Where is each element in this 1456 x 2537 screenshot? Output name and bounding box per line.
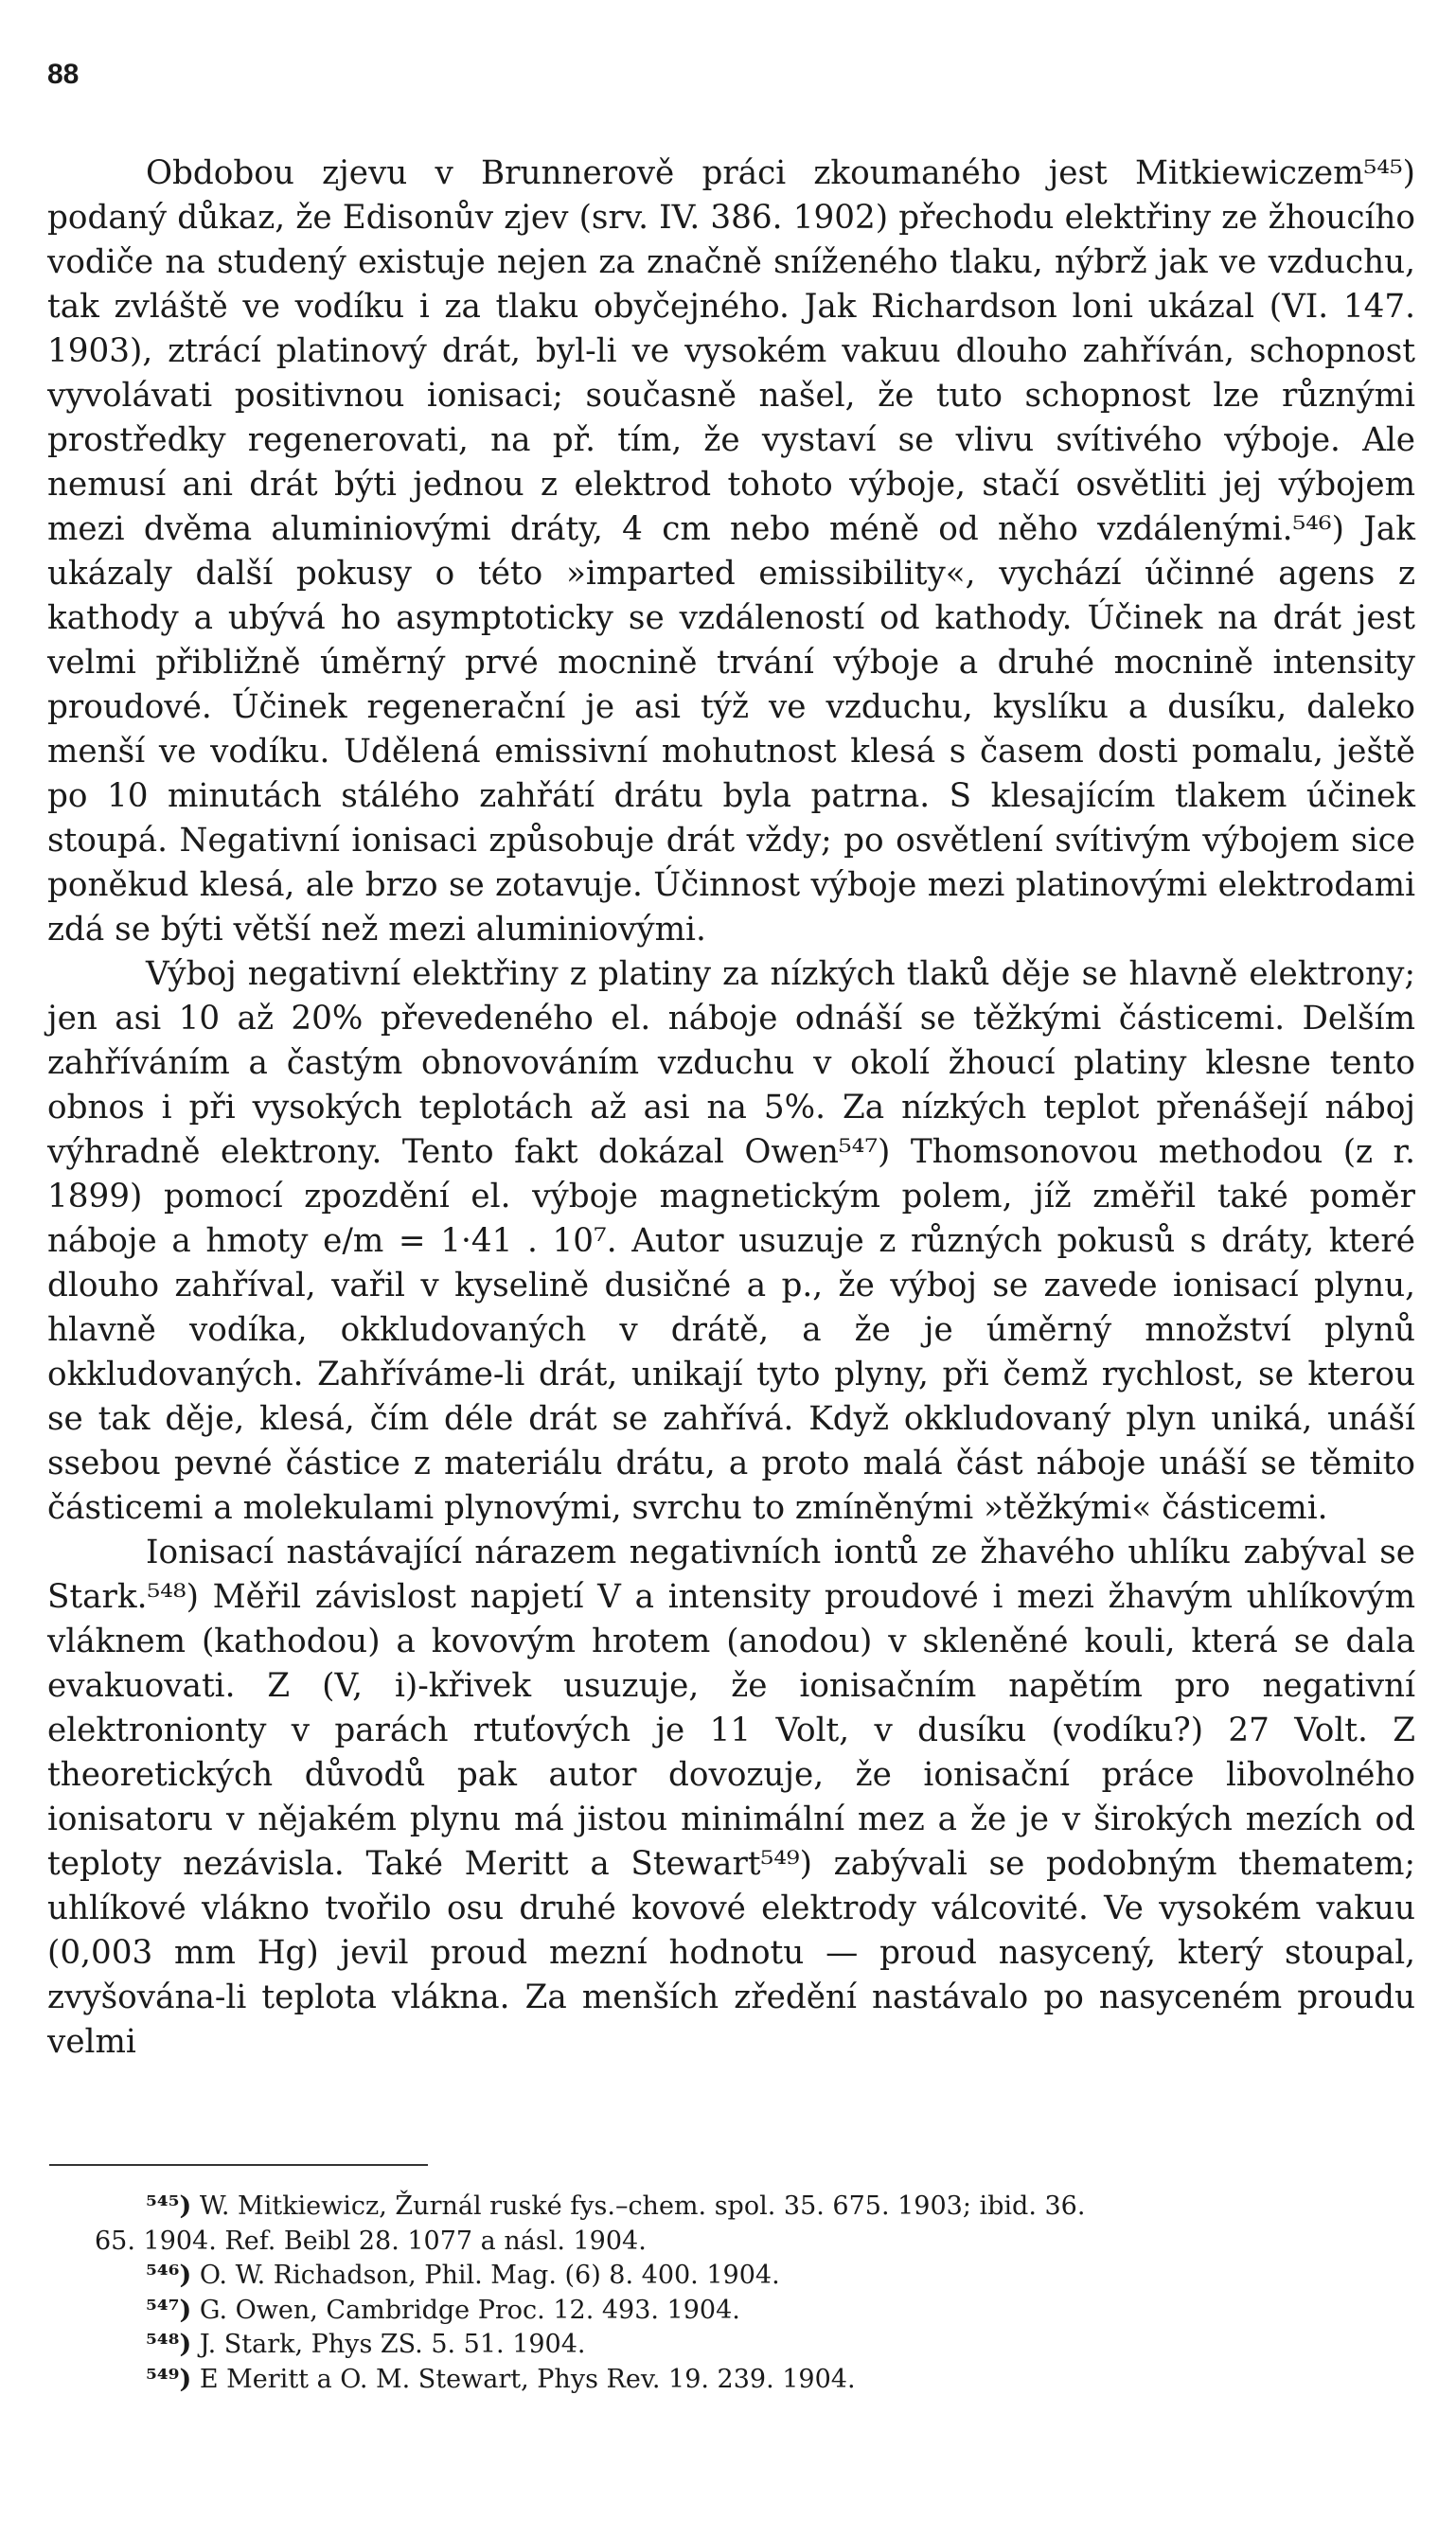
footnote-546-mark: ⁵⁴⁶) xyxy=(146,2261,192,2290)
footnote-549-text: E Meritt a O. M. Stewart, Phys Rev. 19. 239. 1904. xyxy=(199,2364,856,2394)
footnote-546 xyxy=(47,2259,1415,2294)
footnote-separator xyxy=(49,2164,428,2166)
body-text xyxy=(47,151,1415,2065)
footnote-549-mark: ⁵⁴⁹) xyxy=(146,2364,192,2394)
footnote-547-text: G. Owen, Cambridge Proc. 12. 493. 1904. xyxy=(199,2295,740,2325)
footnote-549 xyxy=(47,2363,1415,2398)
footnote-547 xyxy=(47,2294,1415,2329)
footnote-548 xyxy=(47,2328,1415,2363)
footnote-547-mark: ⁵⁴⁷) xyxy=(146,2295,192,2325)
footnote-545-continuation: 65. 1904. Ref. Beibl 28. 1077 a násl. 1904. xyxy=(95,2226,647,2256)
paragraph-1: Obdobou zjevu v Brunnerově práci zkoumaného jest Mitkiewiczem⁵⁴⁵) podaný důkaz, že Edisonův zjev (srv. IV. 386. 1902) přechodu elektřiny ze žhoucího vodiče na studený existuje nejen za značně sníženého tlaku, nýbrž jak ve vzduchu, tak zvláště ve vodíku i za tlaku obyčejného. Jak Richardson loni ukázal (VI. 147. 1903), ztrácí platinový drát, byl-li ve vysokém vakuu dlouho zahříván, schopnost vyvolávati positivnou ionisaci; současně našel, že tuto schopnost lze různými prostředky regenerovati, na př. tím, že vystaví se vlivu svítivého výboje. Ale nemusí ani drát býti jednou z elektrod tohoto výboje, stačí osvětliti jej výbojem mezi dvěma aluminiovými dráty, 4 cm nebo méně od něho vzdálenými.⁵⁴⁶) Jak ukázaly další pokusy o této »imparted emissibility«, vychází účinné agens z kathody a ubývá ho asymptoticky se vzdáleností od kathody. Účinek na drát jest velmi přibližně úměrný prvé mocnině trvání výboje a druhé mocnině intensity proudové. Účinek regenerační je asi týž ve vzduchu, kyslíku a dusíku, daleko menší ve vodíku. Udělená emissivní mohutnost klesá s časem dosti pomalu, ještě po 10 minutách stálého zahřátí drátu byla patrna. S klesajícím tlakem účinek stoupá. Negativní ionisaci způsobuje drát vždy; po osvětlení svítivým výbojem sice poněkud klesá, ale brzo se zotavuje. Účinnost výboje mezi platinovými elektrodami zdá se býti větší než mezi aluminiovými. xyxy=(47,154,1415,949)
footnotes xyxy=(47,2190,1415,2397)
page-number: 88 xyxy=(47,59,80,90)
paragraph-2: Výboj negativní elektřiny z platiny za nízkých tlaků děje se hlavně elektrony; jen asi 10 až 20% převedeného el. náboje odnáší se těžkými částicemi. Delším zahříváním a častým obnovováním vzduchu v okolí žhoucí platiny klesne tento obnos i při vysokých teplotách až asi na 5%. Za nízkých teplot přenášejí náboj výhradně elektrony. Tento fakt dokázal Owen⁵⁴⁷) Thomsonovou methodou (z r. 1899) pomocí zpozdění el. výboje magnetickým polem, jíž změřil také poměr náboje a hmoty e/m = 1·41 . 10⁷. Autor usuzuje z různých pokusů s dráty, které dlouho zahříval, vařil v kyselině dusičné a p., že výboj se zavede ionisací plynu, hlavně vodíka, okkludovaných v drátě, a že je úměrný množství plynů okkludovaných. Zahříváme-li drát, unikají tyto plyny, při čemž rychlost, se kterou se tak děje, klesá, čím déle drát se zahřívá. Když okkludovaný plyn uniká, unáší ssebou pevné částice z materiálu drátu, a proto malá část náboje unáší se těmito částicemi a molekulami plynovými, svrchu to zmíněnými »těžkými« částicemi. xyxy=(47,955,1415,1527)
footnote-548-mark: ⁵⁴⁸) xyxy=(146,2330,192,2359)
footnote-545 xyxy=(47,2190,1415,2225)
paragraph-3: Ionisací nastávající nárazem negativních iontů ze žhavého uhlíku zabýval se Stark.⁵⁴⁸) Měřil závislost napjetí V a intensity proudové i mezi žhavým uhlíkovým vláknem (kathodou) a kovovým hrotem (anodou) v skleněné kouli, která se dala evakuovati. Z (V, i)-křivek usuzuje, že ionisačním napětím pro negativní elektronionty v parách rtuťových je 11 Volt, v dusíku (vodíku?) 27 Volt. Z theoretických důvodů pak autor dovozuje, že ionisační práce libovolného ionisatoru v nějakém plynu má jistou minimální mez a že je v širokých mezích od teploty nezávisla. Také Meritt a Stewart⁵⁴⁹) zabývali se podobným thematem; uhlíkové vlákno tvořilo osu druhé kovové elektrody válcovité. Ve vysokém vakuu (0,003 mm Hg) jevil proud mezní hodnotu — proud nasycený, který stoupal, zvyšována-li teplota vlákna. Za menších zředění nastávalo po nasyceném proudu velmi xyxy=(47,1534,1415,2061)
footnote-545-mark: ⁵⁴⁵) xyxy=(146,2191,192,2221)
footnote-546-text: O. W. Richadson, Phil. Mag. (6) 8. 400. 1904. xyxy=(199,2261,780,2290)
footnote-545-text: W. Mitkiewicz, Žurnál ruské fys.–chem. spol. 35. 675. 1903; ibid. 36. xyxy=(199,2191,1086,2221)
footnote-548-text: J. Stark, Phys ZS. 5. 51. 1904. xyxy=(199,2330,586,2359)
